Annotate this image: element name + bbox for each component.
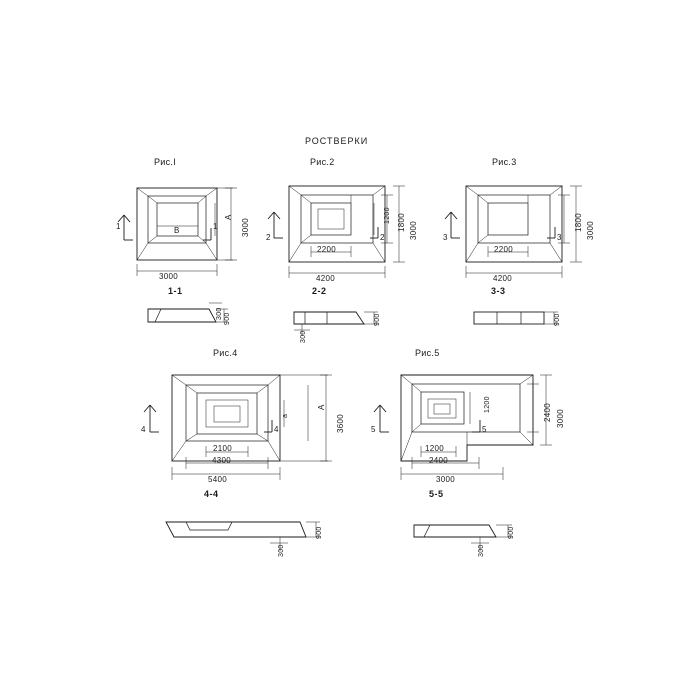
fig5-dim-right-outer: 3000	[556, 409, 565, 428]
fig1-section-dim-300: 300	[216, 307, 223, 320]
fig4-dim-bottom-inner: 2100	[213, 444, 232, 453]
fig1-caption: Рис.I	[154, 157, 177, 167]
fig4-section-dim-300: 300	[278, 544, 285, 557]
fig5-section-dim-900: 900	[508, 526, 515, 539]
fig3-dim-bottom-inner: 2200	[494, 245, 513, 254]
fig2-mark-right: 2	[380, 233, 385, 242]
fig5-dim-bottom-outer: 3000	[436, 475, 455, 484]
fig5-section-label: 5-5	[429, 489, 444, 499]
fig3-dim-right-outer: 3000	[586, 221, 595, 240]
fig5-mark-left: 5	[371, 425, 376, 434]
fig3-mark-right: 3	[557, 233, 562, 242]
fig5-dim-right-inner: 1200	[484, 396, 491, 413]
fig4-section-dim-900: 900	[316, 526, 323, 539]
fig2-section-label: 2-2	[312, 286, 327, 296]
fig2-dim-bottom-outer: 4200	[316, 274, 335, 283]
fig3-dim-bottom-outer: 4200	[493, 274, 512, 283]
fig5-dim-right-mid: 2400	[543, 403, 552, 422]
fig4-caption: Рис.4	[213, 348, 238, 358]
fig1-section-dim-900: 900	[224, 312, 231, 325]
fig1-section-label: 1-1	[168, 286, 183, 296]
page-title: РОСТВЕРКИ	[305, 136, 369, 146]
fig4-section-label: 4-4	[204, 489, 219, 499]
fig5-mark-right: 5	[482, 425, 487, 434]
fig4-dim-bottom-outer: 5400	[208, 475, 227, 484]
fig5-caption: Рис.5	[415, 348, 440, 358]
fig2-caption: Рис.2	[310, 157, 335, 167]
fig5-dim-bottom-mid: 2400	[429, 456, 448, 465]
fig5-dim-bottom-inner: 1200	[425, 444, 444, 453]
fig3-section-label: 3-3	[491, 286, 506, 296]
fig1-mark-left: 1	[116, 222, 121, 231]
fig4-dim-small: a	[282, 413, 289, 418]
fig3-mark-left: 3	[443, 233, 448, 242]
fig1-dim-right: 3000	[241, 218, 250, 237]
fig5-section-dim-300: 300	[478, 544, 485, 557]
fig2-dim-right-outer: 3000	[409, 221, 418, 240]
fig2-section-dim-300: 300	[300, 330, 307, 343]
fig1-dim-inner-height: A	[224, 214, 233, 220]
fig4-mark-left: 4	[141, 425, 146, 434]
fig1-mark-right: 1	[213, 222, 218, 231]
fig1-dim-bottom: 3000	[159, 272, 178, 281]
fig2-dim-right-mid: 1800	[397, 213, 406, 232]
fig2-section-dim-900: 900	[374, 313, 381, 326]
fig2-dim-right-inner: 1200	[384, 207, 391, 224]
fig2-mark-left: 2	[266, 233, 271, 242]
fig3-section-dim-900: 900	[554, 313, 561, 326]
fig4-dim-right-inner: A	[317, 404, 326, 410]
fig1-dim-inner-width: B	[174, 226, 180, 235]
fig4-mark-right: 4	[274, 425, 279, 434]
fig2-dim-bottom-inner: 2200	[317, 245, 336, 254]
fig3-caption: Рис.3	[492, 157, 517, 167]
fig4-dim-bottom-mid: 4300	[212, 456, 231, 465]
fig3-dim-right-inner: 1800	[574, 213, 583, 232]
fig4-dim-right-outer: 3600	[336, 414, 345, 433]
